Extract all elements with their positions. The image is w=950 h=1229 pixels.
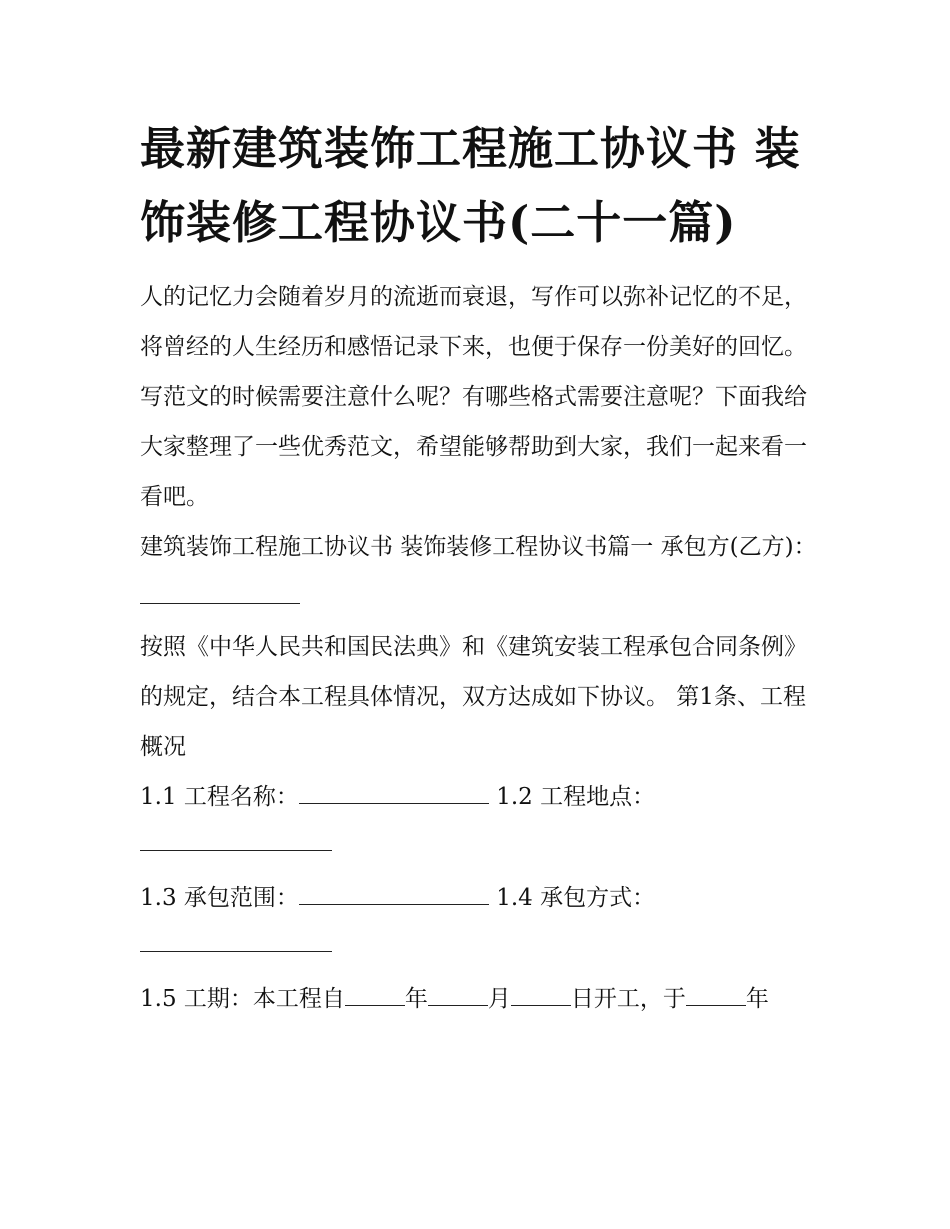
end-year-blank	[686, 983, 746, 1006]
item-1-2-label: 1.2 工程地点：	[488, 784, 656, 810]
project-name-blank	[299, 781, 489, 804]
project-location-blank	[140, 822, 332, 851]
start-day-blank	[511, 983, 571, 1006]
item-1-3-line	[140, 873, 820, 923]
section-heading-line	[140, 522, 820, 622]
contractor-blank	[140, 581, 300, 604]
unit-year: 年	[404, 986, 428, 1012]
start-year-blank	[345, 983, 405, 1006]
unit-day-start: 日开工，于	[570, 986, 686, 1012]
document-body	[140, 272, 820, 1024]
document-content	[140, 112, 820, 1024]
contract-method-blank	[140, 923, 332, 952]
scope-blank	[299, 882, 489, 905]
intro-paragraph: 人的记忆力会随着岁月的流逝而衰退，写作可以弥补记忆的不足，将曾经的人生经历和感悟记录下来，也便于保存一份美好的回忆。写范文的时候需要注意什么呢？有哪些格式需要注意呢？下面我给大家整理了一些优秀范文，希望能够帮助到大家，我们一起来看一看吧。	[140, 284, 807, 510]
item-1-5-label: 1.5 工期：本工程自	[140, 986, 345, 1012]
item-1-1-label: 1.1 工程名称：	[140, 784, 299, 810]
document-title: 最新建筑装饰工程施工协议书 装饰装修工程协议书(二十一篇)	[140, 122, 801, 249]
unit-month: 月	[487, 986, 511, 1012]
unit-year-end: 年	[745, 986, 769, 1012]
clause-paragraph: 按照《中华人民共和国民法典》和《建筑安装工程承包合同条例》的规定，结合本工程具体情况，双方达成如下协议。 第1条、工程概况	[140, 634, 807, 760]
item-1-3-label: 1.3 承包范围：	[140, 885, 299, 911]
section-heading-text: 建筑装饰工程施工协议书 装饰装修工程协议书篇一 承包方(乙方)：	[140, 534, 817, 560]
item-1-4-label: 1.4 承包方式：	[488, 885, 656, 911]
item-1-5-line	[140, 974, 820, 1024]
item-1-1-line	[140, 772, 820, 822]
start-month-blank	[428, 983, 488, 1006]
